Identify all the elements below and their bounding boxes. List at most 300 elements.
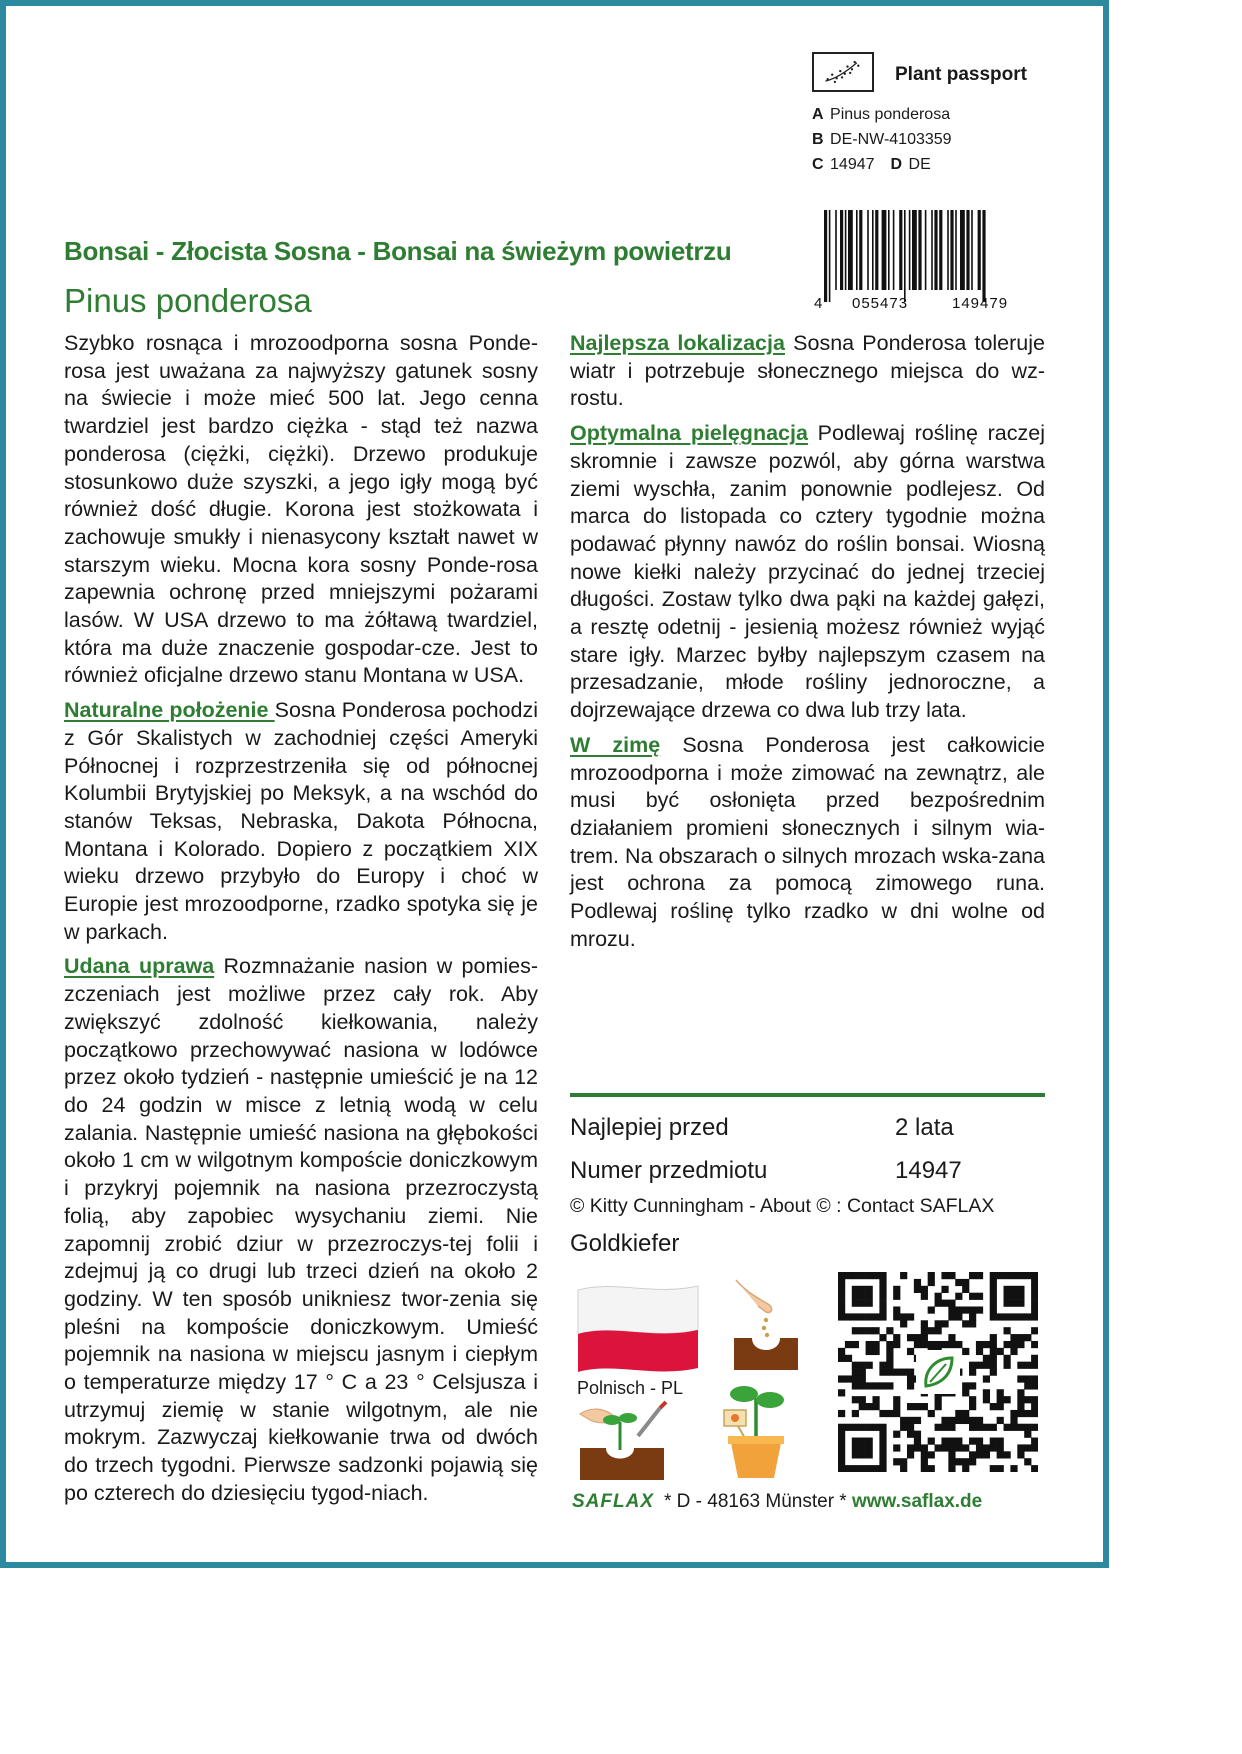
qr-module [859, 1396, 866, 1403]
qr-module [838, 1293, 845, 1300]
qr-module [969, 1417, 976, 1424]
section-winter [570, 732, 1045, 954]
passport-a-value: Pinus ponderosa [830, 106, 951, 123]
qr-module [935, 1293, 942, 1300]
qr-module [1024, 1382, 1031, 1389]
barcode-digits-3: 149479 [952, 295, 1009, 310]
qr-module [845, 1313, 852, 1320]
heading-natural: Naturalne położenie [64, 698, 275, 723]
qr-module [879, 1293, 886, 1300]
passport-a-label: A [812, 106, 824, 123]
passport-line-a [812, 102, 1052, 127]
qr-module [1031, 1382, 1038, 1389]
qr-module [1010, 1286, 1017, 1293]
qr-module [941, 1286, 948, 1293]
qr-module [886, 1327, 893, 1334]
qr-module [962, 1320, 969, 1327]
qr-module [859, 1444, 866, 1451]
qr-module [948, 1438, 955, 1445]
qr-module [838, 1300, 845, 1307]
qr-module [914, 1431, 921, 1438]
qr-module [1024, 1334, 1031, 1341]
qr-module [838, 1279, 845, 1286]
text-column-left [64, 330, 538, 1515]
qr-module [852, 1341, 859, 1348]
qr-module [1024, 1458, 1031, 1465]
qr-module [852, 1382, 859, 1389]
qr-module [990, 1313, 997, 1320]
item-number-label: Numer przedmiotu [570, 1157, 768, 1184]
qr-module [941, 1424, 948, 1431]
barcode-bar [888, 210, 890, 290]
qr-module [928, 1438, 935, 1445]
qr-module [1017, 1375, 1024, 1382]
qr-module [948, 1341, 955, 1348]
qr-module [983, 1341, 990, 1348]
qr-module [1031, 1327, 1038, 1334]
qr-module [1004, 1327, 1011, 1334]
qr-module [976, 1362, 983, 1369]
qr-module [969, 1293, 976, 1300]
qr-module [1031, 1272, 1038, 1279]
qr-module [1031, 1286, 1038, 1293]
text-location: Sosna Ponderosa toleruje wiatr i potrzebuje słonecznego miejsca do wz-rostu. [570, 331, 1045, 411]
qr-module [983, 1389, 990, 1396]
qr-module [852, 1369, 859, 1376]
brand-logo: SAFLAX [572, 1491, 654, 1512]
qr-module [893, 1458, 900, 1465]
qr-module [866, 1465, 873, 1472]
qr-module [866, 1327, 873, 1334]
qr-module [879, 1306, 886, 1313]
section-care [570, 420, 1045, 725]
qr-module [1004, 1355, 1011, 1362]
qr-module [838, 1410, 845, 1417]
qr-module [921, 1451, 928, 1458]
qr-module [962, 1417, 969, 1424]
qr-module [1010, 1272, 1017, 1279]
qr-module [900, 1465, 907, 1472]
barcode-bar [971, 210, 973, 290]
qr-module [838, 1306, 845, 1313]
qr-module [859, 1300, 866, 1307]
qr-module [976, 1272, 983, 1279]
qr-module [879, 1279, 886, 1286]
qr-module [990, 1286, 997, 1293]
qr-module [1031, 1341, 1038, 1348]
qr-module [983, 1424, 990, 1431]
qr-module [962, 1286, 969, 1293]
barcode-bar [856, 210, 858, 290]
qr-module [997, 1396, 1004, 1403]
qr-module [976, 1444, 983, 1451]
barcode-bar [882, 210, 887, 290]
qr-module [928, 1279, 935, 1286]
barcode-bar [859, 210, 862, 290]
qr-module [893, 1334, 900, 1341]
qr-module [983, 1375, 990, 1382]
qr-module [990, 1403, 997, 1410]
qr-module [921, 1293, 928, 1300]
qr-module [948, 1306, 955, 1313]
qr-module [879, 1334, 886, 1341]
qr-module [886, 1362, 893, 1369]
qr-module [955, 1417, 962, 1424]
qr-module [1017, 1451, 1024, 1458]
qr-module [1010, 1313, 1017, 1320]
qr-module [845, 1465, 852, 1472]
barcode-bar [824, 210, 827, 302]
passport-c-value: 14947 [830, 156, 875, 173]
qr-module [838, 1424, 845, 1431]
qr-module [921, 1320, 928, 1327]
qr-module [1024, 1444, 1031, 1451]
qr-module [1031, 1300, 1038, 1307]
qr-module [866, 1293, 873, 1300]
qr-module [969, 1369, 976, 1376]
qr-module [921, 1458, 928, 1465]
qr-module [935, 1424, 942, 1431]
qr-module [866, 1451, 873, 1458]
qr-module [838, 1355, 845, 1362]
qr-module [852, 1272, 859, 1279]
qr-module [845, 1375, 852, 1382]
poland-flag-icon [574, 1280, 702, 1376]
qr-module [990, 1341, 997, 1348]
text-natural: Sosna Ponderosa pochodzi z Gór Skalistych w zachodniej części Ameryki Północnej i rozprzestrzeniła się od północnej Kolumbii Brytyjskiej po Meksyk, a na wschód do stanów Teksas, Nebraska, Dakota Północna, Montana i Kolorado. Dopiero z początkiem XIX wieku drzewo przybyło do Europy i choć w Europie jest mrozoodporne, rzadko spotyka się je w parkach. [64, 698, 538, 944]
qr-module [1031, 1403, 1038, 1410]
qr-module [948, 1313, 955, 1320]
barcode-bar [840, 210, 843, 290]
qr-module [941, 1300, 948, 1307]
qr-module [983, 1451, 990, 1458]
qr-module [1010, 1465, 1017, 1472]
qr-module [838, 1348, 845, 1355]
qr-module [872, 1465, 879, 1472]
barcode-bar [909, 210, 911, 290]
qr-module [955, 1444, 962, 1451]
qr-module [1017, 1444, 1024, 1451]
passport-title: Plant passport [895, 64, 1027, 85]
qr-module [859, 1403, 866, 1410]
qr-module [1031, 1410, 1038, 1417]
qr-module [928, 1272, 935, 1279]
qr-module [976, 1417, 983, 1424]
qr-module [997, 1465, 1004, 1472]
qr-module [1017, 1286, 1024, 1293]
qr-module [1031, 1293, 1038, 1300]
qr-module [859, 1327, 866, 1334]
qr-module [1010, 1410, 1017, 1417]
footer-address: * D - 48163 Münster * [664, 1491, 847, 1512]
qr-module [997, 1444, 1004, 1451]
qr-module [928, 1327, 935, 1334]
qr-module [941, 1272, 948, 1279]
qr-module [1017, 1313, 1024, 1320]
barcode-bar [955, 210, 957, 290]
qr-module [1010, 1348, 1017, 1355]
qr-module [859, 1465, 866, 1472]
qr-module [1031, 1396, 1038, 1403]
qr-module [900, 1313, 907, 1320]
qr-module [872, 1424, 879, 1431]
text-column-right [570, 330, 1045, 960]
qr-module [935, 1444, 942, 1451]
qr-module [845, 1272, 852, 1279]
qr-module [935, 1300, 942, 1307]
qr-module [852, 1286, 859, 1293]
language-label: Polnisch - PL [577, 1378, 684, 1398]
passport-line-b [812, 127, 1052, 152]
passport-b-value: DE-NW-4103359 [830, 131, 952, 148]
passport-d-label: D [890, 156, 903, 173]
qr-module [962, 1279, 969, 1286]
footer [572, 1491, 982, 1513]
qr-module [990, 1424, 997, 1431]
section-cultivation [64, 953, 538, 1507]
qr-module [1031, 1444, 1038, 1451]
qr-module [955, 1313, 962, 1320]
qr-module [990, 1272, 997, 1279]
qr-module [983, 1444, 990, 1451]
transplant-icon [576, 1400, 672, 1482]
qr-module [907, 1417, 914, 1424]
qr-module [838, 1375, 845, 1382]
qr-module [955, 1293, 962, 1300]
item-number-value: 14947 [895, 1157, 962, 1184]
qr-module [969, 1320, 976, 1327]
qr-module [997, 1389, 1004, 1396]
qr-module [866, 1362, 873, 1369]
qr-module [907, 1424, 914, 1431]
qr-module [1031, 1355, 1038, 1362]
barcode-digits-2: 055473 [852, 295, 909, 310]
qr-module [907, 1313, 914, 1320]
qr-module [990, 1369, 997, 1376]
potted-seedling-icon [716, 1380, 796, 1480]
qr-module [914, 1286, 921, 1293]
intro-paragraph: Szybko rosnąca i mrozoodporna sosna Ponde-rosa jest uważana za najwyższy gatunek sosny na świecie i może mieć 500 lat. Jego cenna twardziel jest bardzo ciężka - stąd też nazwa ponderosa (ciężki, ciężki). Drzewo produkuje stosunkowo duże szyszki, a jego igły mogą być również dość długie. Korona jest stożkowata i zachowuje smukły i nienasycony kształt nawet w starszym wieku. Mocna kora sosny Ponde-rosa zapewnia ochronę przed mniejszymi pożarami lasów. W USA drzewo to ma żółtawą twardziel, która ma duże znaczenie gospodar-cze. Jest to również oficjalne drzewo stanu Montana w USA. [64, 331, 538, 688]
qr-module [872, 1272, 879, 1279]
qr-module [866, 1444, 873, 1451]
qr-module [1010, 1424, 1017, 1431]
qr-module [914, 1334, 921, 1341]
qr-module [1031, 1313, 1038, 1320]
qr-module [969, 1451, 976, 1458]
qr-module [872, 1382, 879, 1389]
qr-module [866, 1300, 873, 1307]
qr-module [969, 1438, 976, 1445]
qr-module [838, 1465, 845, 1472]
barcode-bar [966, 210, 969, 290]
qr-module [859, 1293, 866, 1300]
latin-name: Pinus ponderosa [64, 282, 312, 319]
heading-location: Najlepsza lokalizacja [570, 331, 785, 355]
qr-module [886, 1382, 893, 1389]
qr-module [893, 1341, 900, 1348]
qr-module [921, 1444, 928, 1451]
qr-module [872, 1348, 879, 1355]
qr-module [872, 1327, 879, 1334]
qr-module [1010, 1300, 1017, 1307]
qr-module [941, 1320, 948, 1327]
qr-module [1017, 1362, 1024, 1369]
qr-module [997, 1417, 1004, 1424]
qr-module [907, 1431, 914, 1438]
barcode-bar [982, 210, 985, 302]
qr-module [1031, 1362, 1038, 1369]
qr-module [852, 1327, 859, 1334]
qr-module [941, 1438, 948, 1445]
barcode-bar [978, 210, 981, 290]
qr-module [1004, 1362, 1011, 1369]
qr-module [879, 1362, 886, 1369]
qr-module [866, 1341, 873, 1348]
section-location [570, 330, 1045, 413]
qr-module [948, 1465, 955, 1472]
qr-module [962, 1389, 969, 1396]
barcode-bar [947, 210, 949, 290]
qr-module [907, 1444, 914, 1451]
qr-module [948, 1444, 955, 1451]
qr-module [1017, 1410, 1024, 1417]
qr-module [1017, 1293, 1024, 1300]
photo-credit: © Kitty Cunningham - About © : Contact SAFLAX [570, 1195, 995, 1217]
qr-module [845, 1355, 852, 1362]
qr-module [879, 1382, 886, 1389]
qr-module [838, 1272, 845, 1279]
qr-module [914, 1417, 921, 1424]
eu-organic-leaf-icon [812, 52, 874, 92]
qr-module [1024, 1375, 1031, 1382]
qr-module [962, 1382, 969, 1389]
qr-module [1004, 1272, 1011, 1279]
qr-module [866, 1424, 873, 1431]
qr-module [852, 1293, 859, 1300]
qr-module [886, 1341, 893, 1348]
qr-module [886, 1369, 893, 1376]
qr-module [935, 1396, 942, 1403]
qr-module [928, 1341, 935, 1348]
divider [570, 1093, 1045, 1097]
qr-module [1031, 1465, 1038, 1472]
qr-module [983, 1362, 990, 1369]
qr-module [921, 1465, 928, 1472]
qr-module [948, 1451, 955, 1458]
barcode-bar [950, 210, 953, 290]
qr-module [872, 1341, 879, 1348]
qr-module [969, 1382, 976, 1389]
qr-module [838, 1438, 845, 1445]
qr-module [866, 1286, 873, 1293]
qr-module [838, 1431, 845, 1438]
qr-module [859, 1369, 866, 1376]
qr-module [1024, 1410, 1031, 1417]
qr-module [990, 1300, 997, 1307]
qr-module [907, 1382, 914, 1389]
qr-module [948, 1300, 955, 1307]
barcode-bar [939, 210, 942, 290]
barcode-bar [867, 210, 869, 290]
qr-module [1017, 1341, 1024, 1348]
qr-module [852, 1300, 859, 1307]
qr-module [935, 1327, 942, 1334]
qr-module [879, 1286, 886, 1293]
qr-module [1004, 1396, 1011, 1403]
qr-module [879, 1424, 886, 1431]
barcode-bar [875, 210, 878, 290]
qr-module [969, 1396, 976, 1403]
qr-module [1024, 1424, 1031, 1431]
qr-module [893, 1286, 900, 1293]
qr-module [976, 1306, 983, 1313]
page-title: Bonsai - Złocista Sosna - Bonsai na świeżym powietrzu [64, 236, 732, 266]
qr-module [935, 1320, 942, 1327]
qr-module [900, 1417, 907, 1424]
qr-module [845, 1424, 852, 1431]
text-winter: Sosna Ponderosa jest całkowicie mrozoodporna i może zimować na zewnątrz, ale musi być osłonięta przed bezpośrednim działaniem promieni słonecznych i silnym wia-trem. Na obszarach o silnych mrozach wska-zana jest ochrona za pomocą zimowego runa. Podlewaj roślinę tylko rzadko w dni wolne od mrozu. [570, 732, 1045, 951]
qr-module [990, 1348, 997, 1355]
qr-module [976, 1424, 983, 1431]
qr-module [1024, 1313, 1031, 1320]
qr-module [1004, 1300, 1011, 1307]
qr-module [1017, 1424, 1024, 1431]
qr-module [872, 1313, 879, 1320]
qr-module [907, 1451, 914, 1458]
barcode-bar [918, 210, 921, 290]
qr-module [893, 1403, 900, 1410]
qr-module [1031, 1279, 1038, 1286]
qr-module [997, 1348, 1004, 1355]
qr-module [983, 1355, 990, 1362]
qr-module [990, 1334, 997, 1341]
qr-module [969, 1403, 976, 1410]
qr-module [1010, 1417, 1017, 1424]
qr-module [1024, 1272, 1031, 1279]
barcode-bar [893, 210, 895, 290]
qr-module [838, 1389, 845, 1396]
qr-module [962, 1410, 969, 1417]
qr-module [921, 1341, 928, 1348]
qr-module [976, 1348, 983, 1355]
qr-module [852, 1424, 859, 1431]
qr-module [990, 1279, 997, 1286]
qr-module [866, 1272, 873, 1279]
qr-module [879, 1438, 886, 1445]
qr-module [1004, 1451, 1011, 1458]
website-link[interactable]: www.saflax.de [851, 1491, 983, 1512]
qr-module [1031, 1306, 1038, 1313]
qr-module [1004, 1313, 1011, 1320]
heading-winter: W zimę [570, 732, 661, 757]
qr-module [921, 1403, 928, 1410]
passport-lines [812, 102, 1052, 177]
qr-module [914, 1279, 921, 1286]
qr-module [976, 1293, 983, 1300]
qr-module [900, 1458, 907, 1465]
qr-module [1024, 1431, 1031, 1438]
qr-module [907, 1375, 914, 1382]
qr-module [838, 1444, 845, 1451]
qr-module [928, 1451, 935, 1458]
barcode-bar [872, 210, 874, 290]
qr-module [914, 1444, 921, 1451]
qr-module [852, 1465, 859, 1472]
qr-module [859, 1313, 866, 1320]
qr-module [914, 1341, 921, 1348]
sowing-seed-icon [728, 1274, 804, 1372]
qr-module [900, 1272, 907, 1279]
